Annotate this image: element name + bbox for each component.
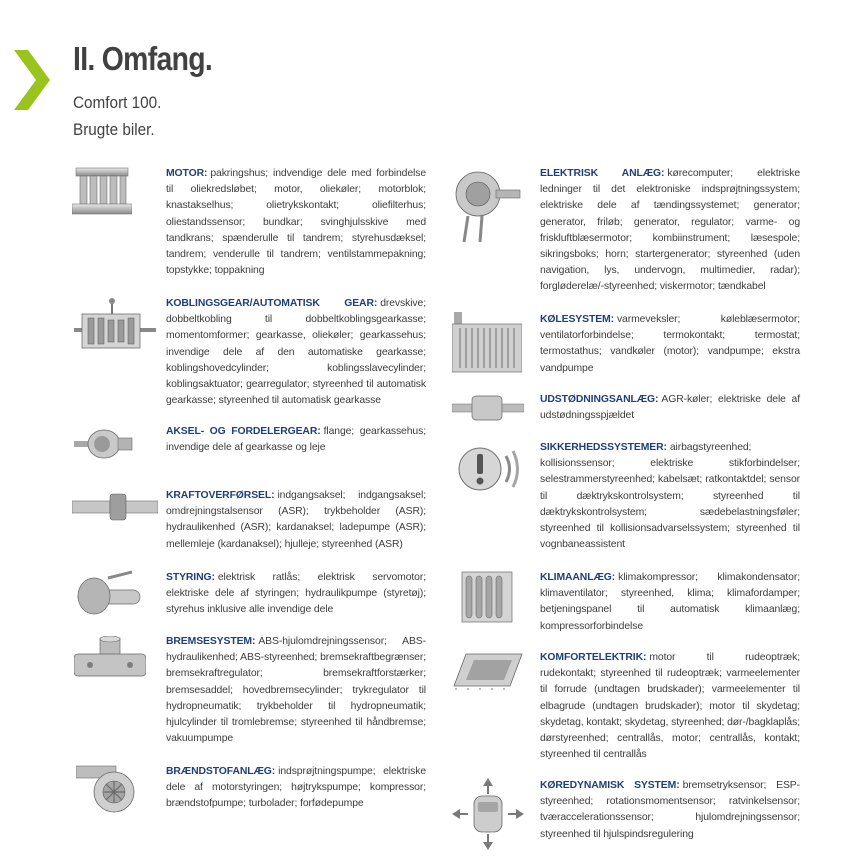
powertrain-heading: KRAFTOVERFØRSEL:	[166, 490, 275, 501]
turbo-icon	[76, 764, 140, 814]
subtitle-scope: Brugte biler.	[73, 120, 155, 139]
cooling-heading: KØLESYSTEM:	[540, 314, 614, 325]
page-title: II. Omfang.	[73, 40, 213, 77]
brakes-parts: ABS-hjulomdrejningssensor; ABS-hydraulikenhed; ABS-styreenhed; bremsekraftbegrænser; bremsekraftregulator; bremsekraftforstærker; bremsesaddel; hovedbremsecylinder; trykregulator til hydropneumatik; trykbeholder til hydropneumatik; hjulcylinder til tromlebremse; styreenhed til håndbremse; vakuumpumpe	[166, 636, 426, 745]
dynamics-heading: KØREDYNAMISK SYSTEM:	[540, 780, 680, 791]
comfort-heading: KOMFORTELEKTRIK:	[540, 652, 647, 663]
gearbox-heading: KOBLINGSGEAR/AUTOMATISK GEAR:	[166, 298, 378, 309]
brakes-heading: BREMSESYSTEM:	[166, 636, 256, 647]
differential-icon	[74, 424, 136, 464]
ac-condenser-icon	[456, 568, 518, 626]
engine-block-icon	[72, 166, 132, 218]
fuel-heading: BRÆNDSTOFANLÆG:	[166, 766, 276, 777]
chevron-right-icon	[12, 46, 52, 114]
car-dynamics-icon	[452, 778, 524, 850]
electrical-parts: kørecomputer; elektriske ledninger til det elektroniske indsprøjtningssystem; elektriske dele af tændingssystemet; generator; generator, friløb; generator, regulator; varme- og friskluftblæsermotor; kombiinstrument; læsespole; sikringsboks; horn; startergenerator; styreenhed (uden navigation, lys, undervogn, multimedier, radar); forgløderelæ/-styreenhed; viskermotor; tændkabel	[540, 168, 800, 293]
steering-icon	[72, 570, 144, 622]
alternator-icon	[452, 166, 522, 246]
motor-heading: MOTOR:	[166, 168, 208, 179]
brake-icon	[74, 636, 146, 684]
subtitle-plan: Comfort 100.	[73, 93, 162, 112]
alert-icon	[456, 444, 522, 494]
climate-parts: klimakompressor; klimakondensator; klimaventilator; styreenhed, klima; klimafordamper; betjeningspanel til automatisk klimaanlæg; kompressorforbindelse	[540, 572, 800, 632]
gearbox-parts: drevskive; dobbeltkobling til dobbeltkoblingsgearkasse; momentomformer; gearkasse, oliekøler; gearkassehus; invendige dele af den automatiske gearkasse; koblingshovedcylinder; koblingsslavecylinder; koblingsaktuator; gearregulator; styreenhed til automatisk gearkasse; styreenhed til automatisk gearkasse	[166, 298, 426, 407]
electrical-heading: ELEKTRISK ANLÆG:	[540, 168, 665, 179]
chip-icon	[452, 650, 524, 690]
dynamics-parts: bremsetryksensor; ESP-styreenhed; rotationsmomentsensor; ratvinkelsensor; tværaccelerationssensor; hjulomdrejningssensor; styreenhed til hjulspindsregulering	[540, 780, 800, 840]
motor-parts: pakringshus; indvendige dele med forbindelse til oliekredsløbet; motor, oliekøler; motorblok; knastakselhus; olietrykskontakt; oliefilterhus; oliestandssensor; bundkar; svinghjulsskive med tandkrans; spænderulle til tandrem; styrehusdæksel; tandrem; venderulle til tandrem; ventilstammepakning; topstykke; toppakning	[166, 168, 426, 277]
steering-parts: elektrisk ratlås; elektrisk servomotor; elektriske dele af styringen; hydraulikpumpe (styretøj); styrehus inklusive alle invendige dele	[166, 572, 426, 616]
axle-heading: AKSEL- OG FORDELERGEAR:	[166, 426, 321, 437]
powertrain-parts: indgangsaksel; indgangsaksel; omdrejningstalsensor (ASR); trykbeholder (ASR); hydraulikenhed (ASR); kardanaksel; ladepumpe (ASR); mellemleje (kardanaksel); hjulleje; styreenhed (ASR)	[166, 490, 426, 550]
comfort-parts: motor til rudeoptræk; rudekontakt; styreenhed til rudeoptræk; varmeelementer til forrude (undtagen brudskader); varmeelementer til elbagrude (undtagen brudskader); motor til skydetag; skydetag, kontakt; skydetag, styreenhed; dør-/bagklaplås; dørstyreenhed; centrallås, motor; centrallås, kontakt; styreenhed til centrallås	[540, 652, 800, 761]
gearbox-icon	[72, 296, 158, 360]
cooling-parts: varmeveksler; køleblæsermotor; ventilatorforbindelse; termokontakt; termostat; termostathus; vandkøler (motor); vandpumpe; ekstra vandpumpe	[540, 314, 800, 374]
fuel-parts: indsprøjtningspumpe; elektriske dele af motorstyringen; højtrykspumpe; kompressor; brændstofpumpe; turbolader; forfødepumpe	[166, 766, 426, 810]
climate-heading: KLIMAANLÆG:	[540, 572, 616, 583]
driveshaft-icon	[72, 490, 158, 524]
safety-heading: SIKKERHEDSSYSTEMER:	[540, 442, 667, 453]
safety-parts: airbagstyreenhed; kollisionssensor; elektriske stikforbindelser; selestrammerstyreenhed; kabelsæt; ratkontaktdel; sensor til dæktrykskontrolsystem; styreenhed til dæktrykskontrolsystem; sædebelastningsføler; styreenhed til kollisionsadvarselssystem; styreenhed til vognbaneassistent	[540, 442, 800, 551]
axle-parts: flange; gearkassehus; invendige dele af gearkasse og leje	[166, 426, 426, 454]
steering-heading: STYRING:	[166, 572, 215, 583]
exhaust-parts: AGR-køler; elektriske dele af udstødningsspjældet	[540, 394, 800, 422]
exhaust-heading: UDSTØDNINGSANLÆG:	[540, 394, 659, 405]
exhaust-icon	[452, 394, 524, 422]
radiator-icon	[452, 310, 522, 376]
